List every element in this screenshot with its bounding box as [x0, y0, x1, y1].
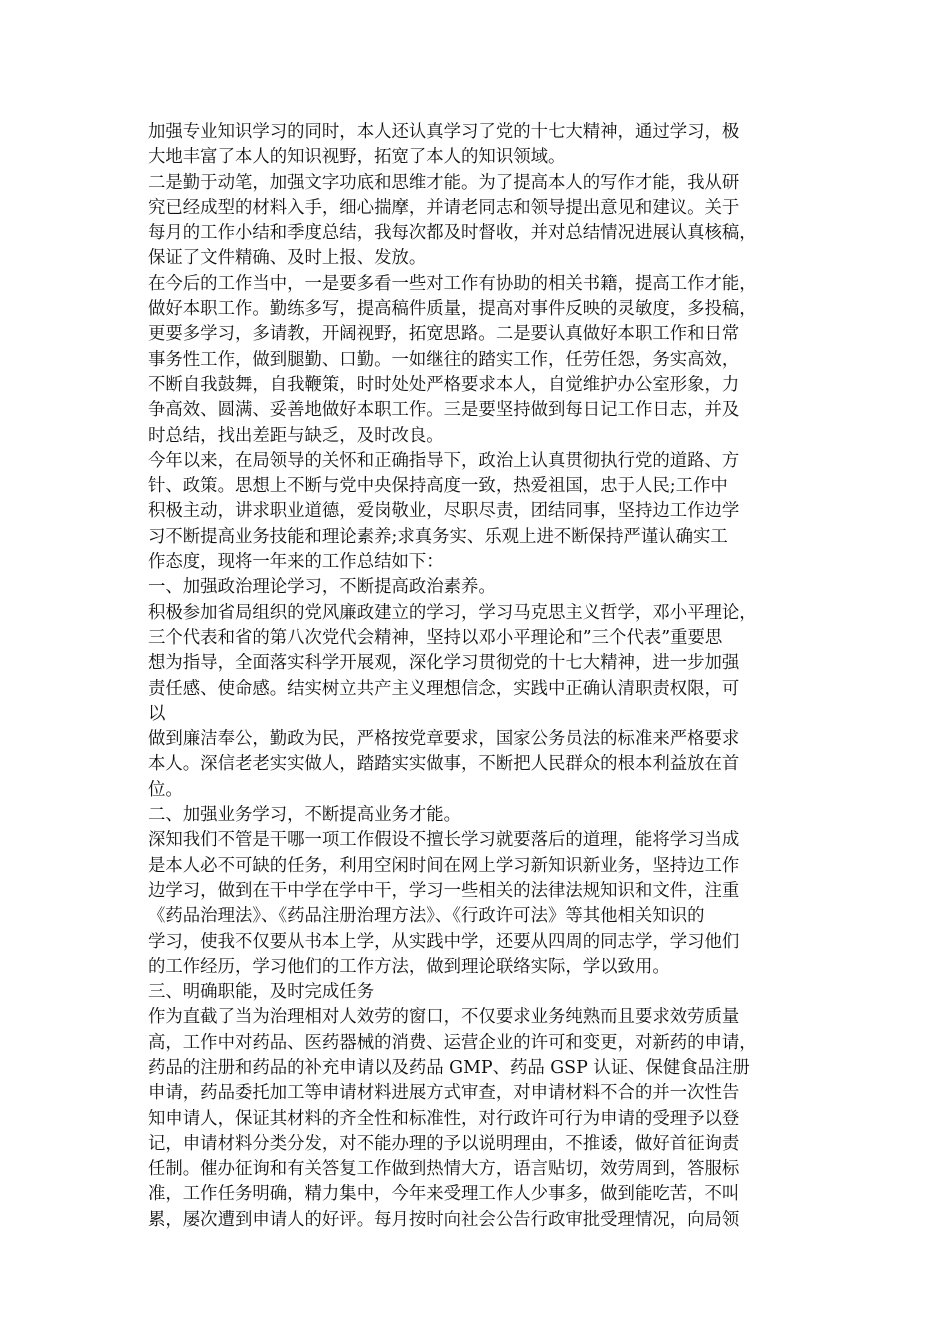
text-line: 本人。深信老老实实做人，踏踏实实做事，不断把人民群众的根本利益放在首 [148, 754, 740, 775]
text-line: 作为直截了当为治理相对人效劳的窗口，不仅要求业务纯熟而且要求效劳质量 [148, 1007, 740, 1028]
text-line: 大地丰富了本人的知识视野，拓宽了本人的知识领域。 [148, 147, 566, 168]
section-heading: 三、明确职能，及时完成任务 [148, 982, 375, 1003]
section-heading: 一、加强政治理论学习，不断提高政治素养。 [148, 577, 496, 598]
text-line: 三个代表和省的第八次党代会精神，坚持以邓小平理论和”三个代表”重要思 [148, 627, 723, 648]
text-line: 做到廉洁奉公，勤政为民，严格按党章要求，国家公务员法的标准来严格要求 [148, 729, 740, 750]
section-heading: 二、加强业务学习，不断提高业务才能。 [148, 805, 462, 826]
text-line: 位。 [148, 779, 183, 800]
text-line: 在今后的工作当中，一是要多看一些对工作有协助的相关书籍，提高工作才能， [148, 273, 757, 294]
text-line: 《药品治理法》、《药品注册治理方法》、《行政许可法》等其他相关知识的 [148, 906, 705, 927]
text-line: 究已经成型的材料入手，细心揣摩，并请老同志和领导提出意见和建议。关于 [148, 197, 740, 218]
text-line: 争高效、圆满、妥善地做好本职工作。三是要坚持做到每日记工作日志，并及 [148, 400, 740, 421]
text-line: 二是勤于动笔，加强文字功底和思维才能。为了提高本人的写作才能，我从研 [148, 172, 740, 193]
document-body [148, 120, 808, 1233]
text-line: 今年以来，在局领导的关怀和正确指导下，政治上认真贯彻执行党的道路、方 [148, 450, 740, 471]
text-line: 不断自我鼓舞，自我鞭策，时时处处严格要求本人，自觉维护办公室形象，力 [148, 374, 740, 395]
text-line: 是本人必不可缺的任务，利用空闲时间在网上学习新知识新业务，坚持边工作 [148, 855, 740, 876]
text-line: 学习，使我不仅要从书本上学，从实践中学，还要从四周的同志学，学习他们 [148, 931, 740, 952]
text-line: 的工作经历，学习他们的工作方法，做到理论联络实际，学以致用。 [148, 956, 670, 977]
text-line: 保证了文件精确、及时上报、发放。 [148, 248, 427, 269]
text-line: 药品的注册和药品的补充申请以及药品 GMP、药品 GSP 认证、保健食品注册 [148, 1057, 750, 1078]
text-line: 累，屡次遭到申请人的好评。每月按时向社会公告行政审批受理情况，向局领 [148, 1209, 740, 1230]
text-line: 更要多学习，多请教，开阔视野，拓宽思路。二是要认真做好本职工作和日常 [148, 324, 740, 345]
text-line: 事务性工作，做到腿勤、口勤。一如继往的踏实工作，任劳任怨，务实高效， [148, 349, 740, 370]
text-line: 准，工作任务明确，精力集中，今年来受理工作人少事多，做到能吃苦，不叫 [148, 1184, 740, 1205]
text-line: 想为指导，全面落实科学开展观，深化学习贯彻党的十七大精神，进一步加强 [148, 653, 740, 674]
text-line: 加强专业知识学习的同时，本人还认真学习了党的十七大精神，通过学习，极 [148, 122, 740, 142]
text-line: 边学习，做到在干中学在学中干，学习一些相关的法律法规知识和文件，注重 [148, 880, 740, 901]
text-line: 积极参加省局组织的党风廉政建立的学习，学习马克思主义哲学，邓小平理论， [148, 602, 757, 623]
text-line: 记，申请材料分类分发，对不能办理的予以说明理由，不推诿，做好首征询责 [148, 1133, 740, 1154]
text-line: 针、政策。思想上不断与党中央保持高度一致，热爱祖国，忠于人民;工作中 [148, 476, 728, 497]
text-line: 习不断提高业务技能和理论素养;求真务实、乐观上进不断保持严谨认确实工 [148, 526, 728, 547]
text-line: 以 [148, 703, 166, 724]
text-line: 深知我们不管是干哪一项工作假设不擅长学习就要落后的道理，能将学习当成 [148, 830, 740, 851]
text-line: 申请，药品委托加工等申请材料进展方式审查，对申请材料不合的并一次性告 [148, 1083, 740, 1104]
text-line: 时总结，找出差距与缺乏，及时改良。 [148, 425, 444, 446]
text-line: 积极主动，讲求职业道德，爱岗敬业，尽职尽责，团结同事，坚持边工作边学 [148, 501, 740, 522]
text-line: 每月的工作小结和季度总结，我每次都及时督收，并对总结情况进展认真核稿， [148, 223, 757, 244]
text-line: 责任感、使命感。结实树立共产主义理想信念，实践中正确认清职责权限，可 [148, 678, 740, 699]
text-line: 作态度，现将一年来的工作总结如下： [148, 552, 444, 573]
text-line: 做好本职工作。勤练多写，提高稿件质量，提高对事件反映的灵敏度，多投稿， [148, 299, 757, 320]
text-line: 任制。催办征询和有关答复工作做到热情大方，语言贴切，效劳周到，答服标 [148, 1159, 740, 1180]
text-line: 高，工作中对药品、医药器械的消费、运营企业的许可和变更，对新药的申请， [148, 1032, 757, 1053]
text-line: 知申请人，保证其材料的齐全性和标准性，对行政许可行为申请的受理予以登 [148, 1108, 740, 1129]
